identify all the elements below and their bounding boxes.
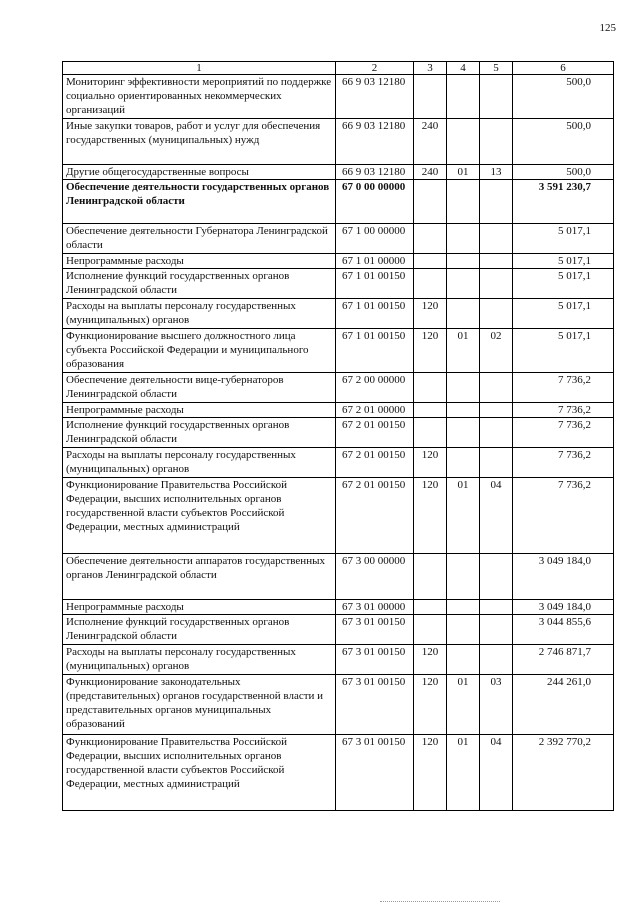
row-vr-cell: 120	[414, 448, 447, 478]
row-amount-cell: 500,0	[513, 165, 614, 180]
row-rz-cell: 01	[447, 478, 480, 554]
column-header: 5	[480, 62, 513, 75]
row-name-cell: Обеспечение деятельности аппаратов государственных органов Ленинградской области	[63, 554, 336, 600]
row-pr-cell	[480, 448, 513, 478]
row-vr-cell: 120	[414, 329, 447, 373]
row-rz-cell	[447, 224, 480, 254]
row-code-cell: 66 9 03 12180	[336, 119, 414, 165]
row-code-cell: 67 1 01 00150	[336, 299, 414, 329]
row-rz-cell: 01	[447, 329, 480, 373]
row-rz-cell	[447, 615, 480, 645]
row-amount-cell: 7 736,2	[513, 478, 614, 554]
row-amount-cell: 2 392 770,2	[513, 735, 614, 811]
row-name-cell: Обеспечение деятельности Губернатора Ленинградской области	[63, 224, 336, 254]
row-rz-cell	[447, 373, 480, 403]
row-name-cell: Расходы на выплаты персоналу государственных (муниципальных) органов	[63, 645, 336, 675]
column-header: 2	[336, 62, 414, 75]
row-rz-cell	[447, 418, 480, 448]
row-code-cell: 67 3 01 00000	[336, 600, 414, 615]
row-name-cell: Непрограммные расходы	[63, 600, 336, 615]
column-header: 4	[447, 62, 480, 75]
row-rz-cell	[447, 448, 480, 478]
row-code-cell: 67 2 01 00150	[336, 478, 414, 554]
row-pr-cell: 13	[480, 165, 513, 180]
row-code-cell: 67 3 01 00150	[336, 645, 414, 675]
table-row	[63, 180, 614, 224]
row-code-cell: 67 1 01 00000	[336, 254, 414, 269]
row-pr-cell	[480, 600, 513, 615]
row-amount-cell: 7 736,2	[513, 403, 614, 418]
budget-table	[62, 61, 614, 811]
row-vr-cell	[414, 254, 447, 269]
column-header: 1	[63, 62, 336, 75]
row-rz-cell	[447, 75, 480, 119]
row-rz-cell	[447, 269, 480, 299]
row-code-cell: 67 2 01 00150	[336, 448, 414, 478]
row-rz-cell: 01	[447, 165, 480, 180]
row-rz-cell	[447, 554, 480, 600]
row-pr-cell	[480, 269, 513, 299]
row-vr-cell: 120	[414, 299, 447, 329]
row-pr-cell	[480, 180, 513, 224]
row-amount-cell: 5 017,1	[513, 224, 614, 254]
row-code-cell: 67 1 00 00000	[336, 224, 414, 254]
row-code-cell: 67 3 01 00150	[336, 615, 414, 645]
row-vr-cell	[414, 373, 447, 403]
row-amount-cell: 5 017,1	[513, 299, 614, 329]
table-row	[63, 554, 614, 600]
row-amount-cell: 2 746 871,7	[513, 645, 614, 675]
row-name-cell: Обеспечение деятельности вице-губернаторов Ленинградской области	[63, 373, 336, 403]
table-row	[63, 224, 614, 254]
row-name-cell: Исполнение функций государственных органов Ленинградской области	[63, 269, 336, 299]
column-header: 3	[414, 62, 447, 75]
row-rz-cell	[447, 600, 480, 615]
row-vr-cell	[414, 615, 447, 645]
row-code-cell: 66 9 03 12180	[336, 75, 414, 119]
row-code-cell: 67 2 00 00000	[336, 373, 414, 403]
row-amount-cell: 5 017,1	[513, 269, 614, 299]
row-name-cell: Другие общегосударственные вопросы	[63, 165, 336, 180]
row-amount-cell: 244 261,0	[513, 675, 614, 735]
row-rz-cell	[447, 180, 480, 224]
row-pr-cell: 04	[480, 735, 513, 811]
row-code-cell: 67 0 00 00000	[336, 180, 414, 224]
row-vr-cell	[414, 554, 447, 600]
row-pr-cell: 04	[480, 478, 513, 554]
row-vr-cell	[414, 418, 447, 448]
table-row	[63, 418, 614, 448]
row-name-cell: Иные закупки товаров, работ и услуг для обеспечения государственных (муниципальных) нужд	[63, 119, 336, 165]
row-vr-cell	[414, 269, 447, 299]
row-amount-cell: 500,0	[513, 119, 614, 165]
row-pr-cell	[480, 254, 513, 269]
row-name-cell: Непрограммные расходы	[63, 254, 336, 269]
row-name-cell: Расходы на выплаты персоналу государственных (муниципальных) органов	[63, 448, 336, 478]
table-row	[63, 448, 614, 478]
table-row	[63, 600, 614, 615]
row-rz-cell	[447, 299, 480, 329]
row-amount-cell: 3 049 184,0	[513, 600, 614, 615]
table-row	[63, 299, 614, 329]
row-name-cell: Исполнение функций государственных органов Ленинградской области	[63, 418, 336, 448]
table-row	[63, 403, 614, 418]
table-row	[63, 119, 614, 165]
row-vr-cell: 240	[414, 165, 447, 180]
header-row	[63, 62, 614, 75]
row-vr-cell: 120	[414, 675, 447, 735]
table-row	[63, 615, 614, 645]
row-name-cell: Функционирование законодательных (представительных) органов государственной власти и представительных органов муниципальных образований	[63, 675, 336, 735]
table-row	[63, 254, 614, 269]
row-vr-cell	[414, 600, 447, 615]
row-vr-cell: 120	[414, 478, 447, 554]
row-name-cell: Непрограммные расходы	[63, 403, 336, 418]
scan-artifact-line	[380, 901, 500, 903]
row-amount-cell: 7 736,2	[513, 418, 614, 448]
row-code-cell: 67 3 01 00150	[336, 735, 414, 811]
row-code-cell: 67 2 01 00000	[336, 403, 414, 418]
row-amount-cell: 7 736,2	[513, 448, 614, 478]
row-pr-cell: 03	[480, 675, 513, 735]
row-name-cell: Обеспечение деятельности государственных органов Ленинградской области	[63, 180, 336, 224]
row-name-cell: Функционирование высшего должностного лица субъекта Российской Федерации и муниципального образования	[63, 329, 336, 373]
row-amount-cell: 3 049 184,0	[513, 554, 614, 600]
row-pr-cell: 02	[480, 329, 513, 373]
row-rz-cell: 01	[447, 735, 480, 811]
row-name-cell: Функционирование Правительства Российской Федерации, высших исполнительных органов государственной власти субъектов Российской Федерации, местных администраций	[63, 478, 336, 554]
row-pr-cell	[480, 224, 513, 254]
column-header: 6	[513, 62, 614, 75]
table-row	[63, 478, 614, 554]
row-code-cell: 67 3 01 00150	[336, 675, 414, 735]
row-vr-cell	[414, 224, 447, 254]
table-row	[63, 75, 614, 119]
row-code-cell: 66 9 03 12180	[336, 165, 414, 180]
row-vr-cell: 120	[414, 645, 447, 675]
row-vr-cell: 120	[414, 735, 447, 811]
row-vr-cell	[414, 403, 447, 418]
row-name-cell: Мониторинг эффективности мероприятий по поддержке социально ориентированных некоммерческих организаций	[63, 75, 336, 119]
row-pr-cell	[480, 615, 513, 645]
table-row	[63, 373, 614, 403]
row-amount-cell: 5 017,1	[513, 329, 614, 373]
table-row	[63, 329, 614, 373]
row-amount-cell: 7 736,2	[513, 373, 614, 403]
row-pr-cell	[480, 403, 513, 418]
row-pr-cell	[480, 554, 513, 600]
row-vr-cell	[414, 180, 447, 224]
row-amount-cell: 500,0	[513, 75, 614, 119]
row-pr-cell	[480, 119, 513, 165]
row-code-cell: 67 2 01 00150	[336, 418, 414, 448]
row-pr-cell	[480, 373, 513, 403]
row-code-cell: 67 1 01 00150	[336, 269, 414, 299]
row-pr-cell	[480, 299, 513, 329]
row-rz-cell	[447, 403, 480, 418]
row-rz-cell	[447, 645, 480, 675]
row-amount-cell: 5 017,1	[513, 254, 614, 269]
table-row	[63, 645, 614, 675]
page-number: 125	[599, 22, 616, 34]
row-pr-cell	[480, 418, 513, 448]
table-row	[63, 269, 614, 299]
row-pr-cell	[480, 645, 513, 675]
row-name-cell: Расходы на выплаты персоналу государственных (муниципальных) органов	[63, 299, 336, 329]
row-code-cell: 67 3 00 00000	[336, 554, 414, 600]
row-amount-cell: 3 044 855,6	[513, 615, 614, 645]
table-row	[63, 675, 614, 735]
row-rz-cell	[447, 119, 480, 165]
table-row	[63, 735, 614, 811]
row-name-cell: Исполнение функций государственных органов Ленинградской области	[63, 615, 336, 645]
row-pr-cell	[480, 75, 513, 119]
row-vr-cell: 240	[414, 119, 447, 165]
row-rz-cell	[447, 254, 480, 269]
row-amount-cell: 3 591 230,7	[513, 180, 614, 224]
row-name-cell: Функционирование Правительства Российской Федерации, высших исполнительных органов государственной власти субъектов Российской Федерации, местных администраций	[63, 735, 336, 811]
row-rz-cell: 01	[447, 675, 480, 735]
row-vr-cell	[414, 75, 447, 119]
row-code-cell: 67 1 01 00150	[336, 329, 414, 373]
table-row	[63, 165, 614, 180]
